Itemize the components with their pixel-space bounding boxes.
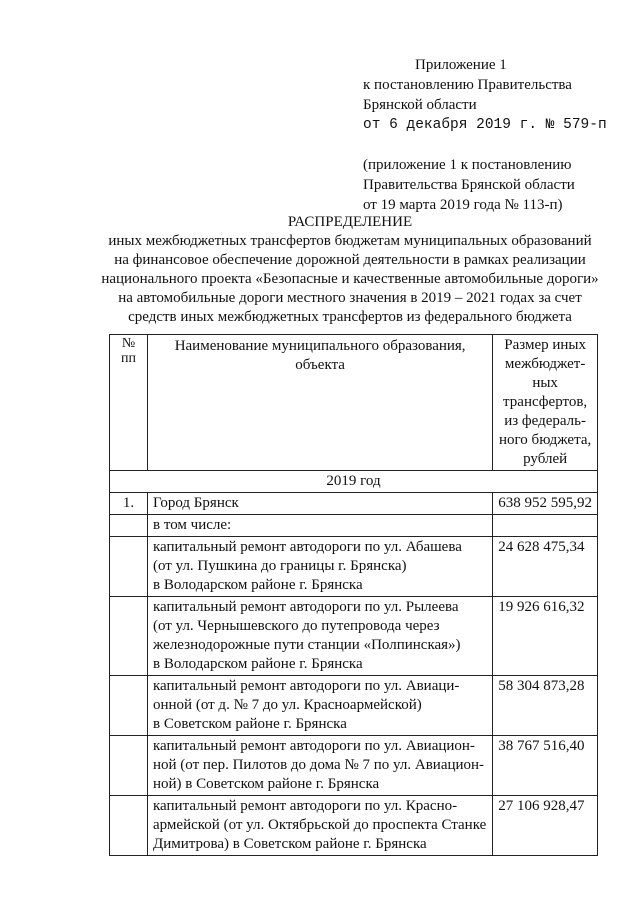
previous-appendix-line: (приложение 1 к постановлению <box>363 157 572 173</box>
row-amount: 38 767 516,40 <box>493 736 598 796</box>
header-name: Наименование муниципального образования, объекта <box>148 335 493 471</box>
row-name: капитальный ремонт автодороги по ул. Авиацион- ной (от пер. Пилотов до дома № 7 по ул. Авиацион- ной) в Советском районе г. Брянска <box>148 736 493 796</box>
row-name: капитальный ремонт автодороги по ул. Абашева (от ул. Пушкина до границы г. Брянска) в Володарском районе г. Брянска <box>148 537 493 597</box>
document-title-block <box>90 213 610 327</box>
row-name: капитальный ремонт автодороги по ул. Красно- армейской (от ул. Октябрьской до проспекта Станке Димитрова) в Советском районе г. Брянска <box>148 796 493 856</box>
year-row <box>110 471 598 493</box>
table-row <box>110 515 598 537</box>
row-amount: 24 628 475,34 <box>493 537 598 597</box>
document-subtitle-line: национального проекта «Безопасные и качественные автомобильные дороги» <box>101 271 599 287</box>
row-name: капитальный ремонт автодороги по ул. Рылеева (от ул. Чернышевского до путепровода через железнодорожные пути станции «Полпинская») в Володарском районе г. Брянска <box>148 597 493 676</box>
appendix-line: к постановлению Правительства <box>363 77 572 93</box>
row-name: в том числе: <box>148 515 493 537</box>
row-num: 1. <box>110 493 148 515</box>
previous-appendix-line: Правительства Брянской области <box>363 177 575 193</box>
row-amount: 19 926 616,32 <box>493 597 598 676</box>
table-row <box>110 796 598 856</box>
table-header-row <box>110 335 598 471</box>
row-amount: 58 304 873,28 <box>493 676 598 736</box>
table-row <box>110 676 598 736</box>
document-heading: РАСПРЕДЕЛЕНИЕ <box>287 214 413 230</box>
appendix-block <box>363 55 633 215</box>
table-row <box>110 537 598 597</box>
header-amount: Размер иных межбюджет- ных трансфертов, из федераль- ного бюджета, рублей <box>493 335 598 471</box>
appendix-date: от 6 декабря 2019 г. № 579-п <box>363 117 607 133</box>
header-num: № пп <box>110 335 148 471</box>
row-name: капитальный ремонт автодороги по ул. Авиаци- онной (от д. № 7 до ул. Красноармейской) в Советском районе г. Брянска <box>148 676 493 736</box>
table-row <box>110 736 598 796</box>
document-subtitle-line: на автомобильные дороги местного значения в 2019 – 2021 годах за счет <box>118 290 582 306</box>
year-label: 2019 год <box>110 471 598 493</box>
row-amount: 638 952 595,92 <box>493 493 598 515</box>
document-subtitle-line: средств иных межбюджетных трансфертов из федерального бюджета <box>128 309 572 325</box>
appendix-line: Брянской области <box>363 97 477 113</box>
previous-appendix-line: от 19 марта 2019 года № 113-п) <box>363 197 563 213</box>
table-row <box>110 493 598 515</box>
row-amount: 27 106 928,47 <box>493 796 598 856</box>
distribution-table <box>109 334 598 856</box>
appendix-title: Приложение 1 <box>415 57 507 73</box>
document-subtitle-line: на финансовое обеспечение дорожной деятельности в рамках реализации <box>114 252 586 268</box>
document-subtitle-line: иных межбюджетных трансфертов бюджетам муниципальных образований <box>108 233 592 249</box>
row-name: Город Брянск <box>148 493 493 515</box>
table-row <box>110 597 598 676</box>
